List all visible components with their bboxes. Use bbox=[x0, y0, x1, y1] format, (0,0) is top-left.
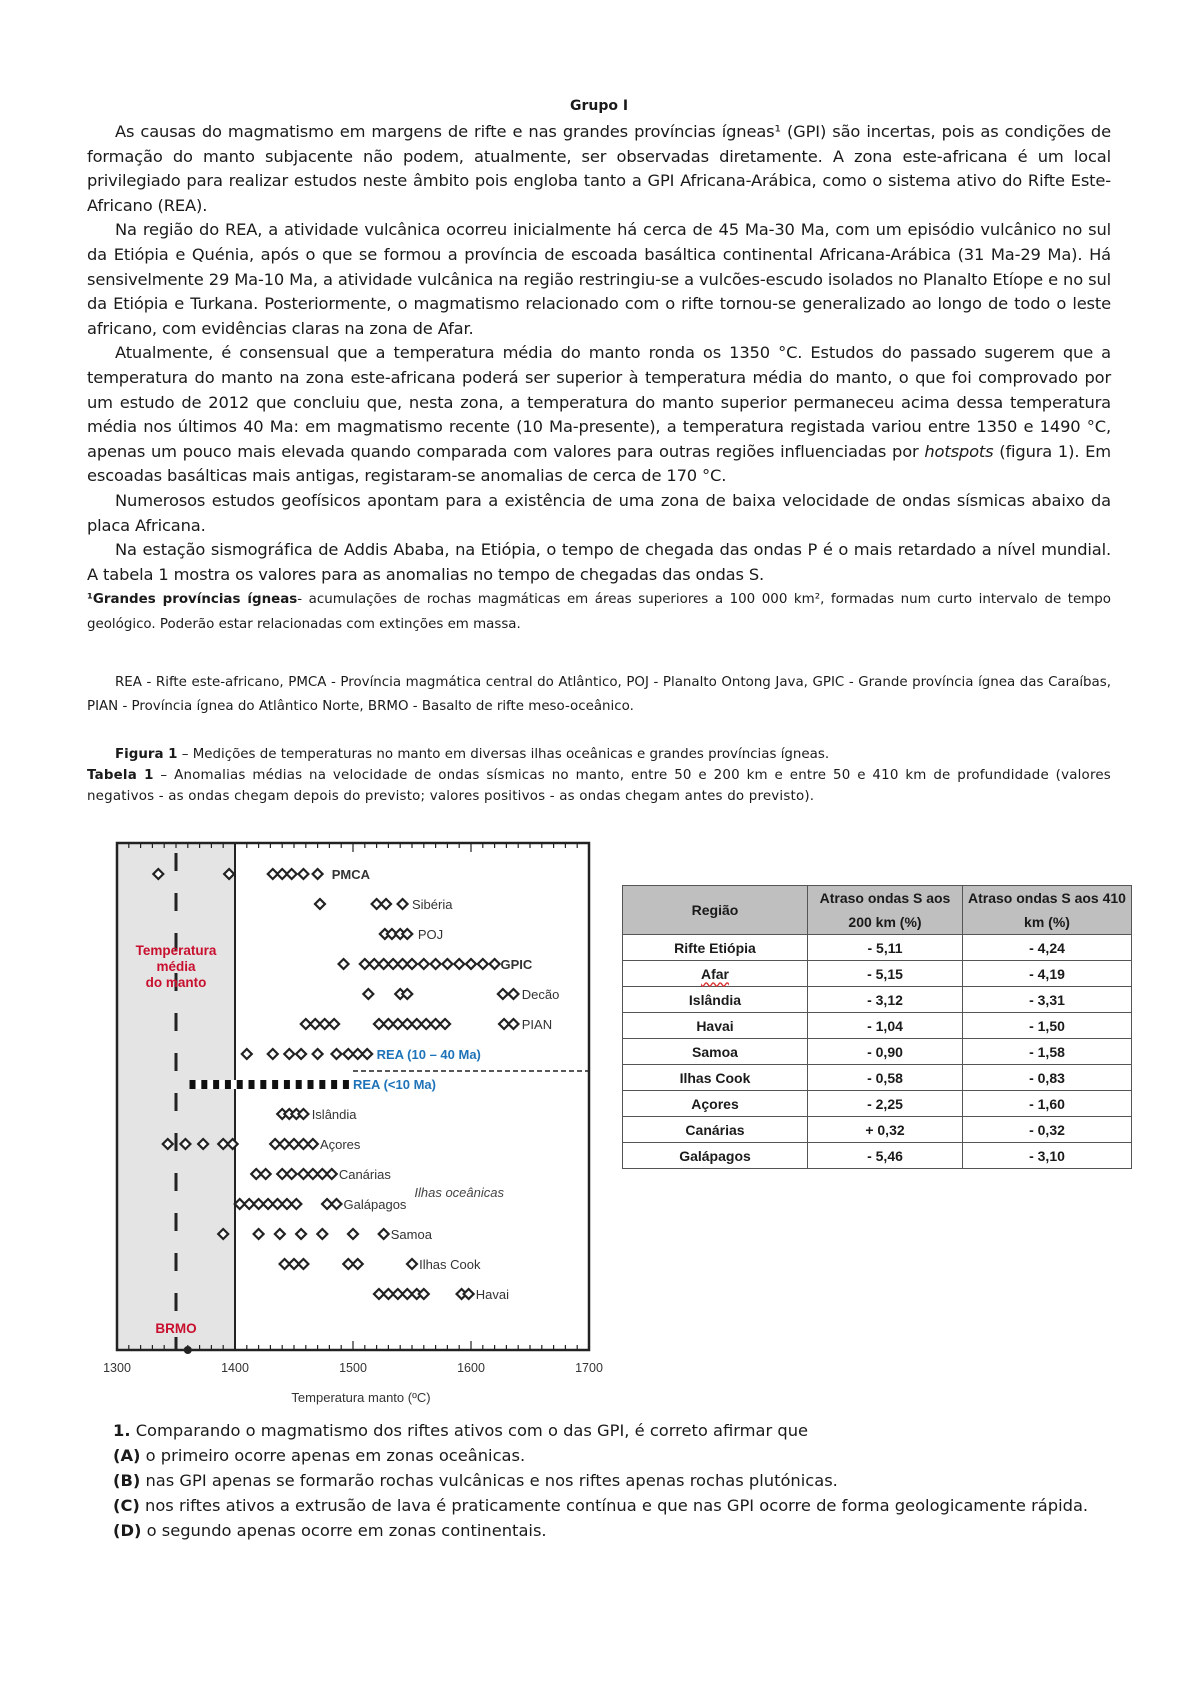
row-label: Sibéria bbox=[412, 897, 453, 912]
data-point bbox=[339, 959, 349, 969]
data-point bbox=[249, 1080, 255, 1089]
data-point bbox=[327, 1169, 337, 1179]
table-cell-410km: - 0,83 bbox=[963, 1065, 1132, 1091]
table-cell-410km: - 0,32 bbox=[963, 1117, 1132, 1143]
document-page bbox=[87, 98, 1111, 807]
table-cell-region bbox=[623, 961, 808, 987]
data-point bbox=[478, 959, 488, 969]
data-point bbox=[298, 869, 308, 879]
data-point bbox=[398, 899, 408, 909]
data-point bbox=[225, 1080, 231, 1089]
data-point bbox=[464, 1289, 474, 1299]
col-header-200km: Atraso ondas S aos 200 km (%) bbox=[808, 886, 963, 935]
data-point bbox=[454, 959, 464, 969]
figure-1-chart bbox=[87, 835, 627, 1405]
col-header-410km: Atraso ondas S aos 410 km (%) bbox=[963, 886, 1132, 935]
paragraph-3: Atualmente, é consensual que a temperatura média do manto ronda os 1350 °C. Estudos do passado sugerem que a temperatura do manto na zona este-africana poderá ser superior à temperatura média do manto, o que foi comprovado por um estudo de 2012 que concluiu que, nesta zona, a temperatura do manto superior permaneceu acima dessa temperatura média nos últimos 40 Ma: em magmatismo recente (10 Ma-presente), a temperatura registada variou entre 1350 e 1490 °C, apenas um pouco mais elevada quando comparada com valores para outras regiões influenciadas por hotspots (figura 1). Em escoadas basálticas mais antigas, registaram-se anomalias de cerca de 170 °C. bbox=[87, 343, 1111, 486]
table-cell-410km: - 3,10 bbox=[963, 1143, 1132, 1169]
data-point bbox=[363, 989, 373, 999]
paragraph-5: Na estação sismográfica de Addis Ababa, na Etiópia, o tempo de chegada das ondas P é o mais retardado a nível mundial. A tabela 1 mostra os valores para as anomalias no tempo de chegadas das ondas S. bbox=[87, 540, 1111, 584]
data-point bbox=[190, 1080, 196, 1089]
table-cell-410km: - 4,19 bbox=[963, 961, 1132, 987]
paragraph-4: Numerosos estudos geofísicos apontam para a existência de uma zona de baixa velocidade de ondas sísmicas abaixo da placa Africana. bbox=[87, 490, 1111, 535]
data-point bbox=[442, 959, 452, 969]
table-row bbox=[623, 961, 1132, 987]
data-point bbox=[284, 1049, 294, 1059]
afar-label: Afar bbox=[700, 965, 729, 982]
row-label: Islândia bbox=[311, 1107, 357, 1122]
table-row bbox=[623, 1065, 1132, 1091]
data-point bbox=[242, 1049, 252, 1059]
data-point bbox=[419, 959, 429, 969]
data-point bbox=[419, 1289, 429, 1299]
data-point bbox=[498, 989, 508, 999]
data-point bbox=[329, 1019, 339, 1029]
brmo-label: BRMO bbox=[155, 1321, 197, 1336]
col-header-region: Região bbox=[623, 886, 808, 935]
group-title: Grupo I bbox=[569, 98, 629, 114]
row-label: Samoa bbox=[390, 1227, 432, 1242]
data-point bbox=[213, 1080, 219, 1089]
data-point bbox=[261, 1169, 271, 1179]
table-body bbox=[623, 935, 1132, 1169]
question-stem: 1. Comparando o magmatismo dos riftes ativos com o das GPI, é correto afirmar que bbox=[113, 1421, 809, 1440]
data-point bbox=[291, 1199, 301, 1209]
option-a[interactable]: (A) o primeiro ocorre apenas em zonas oceânicas. bbox=[113, 1446, 526, 1465]
row-label: PMCA bbox=[331, 867, 371, 882]
data-point bbox=[237, 1080, 243, 1089]
table-cell-200km: - 0,90 bbox=[808, 1039, 963, 1065]
row-label: PIAN bbox=[521, 1017, 553, 1032]
table-1-caption: Tabela 1 – Anomalias médias na velocidade de ondas sísmicas no manto, entre 50 e 200 km e entre 50 e 410 km de profundidade (valores negativos - as ondas chegam depois do previsto; valores positivos - as ondas chegam antes do previsto). bbox=[87, 768, 1111, 805]
table-cell-410km: - 1,50 bbox=[963, 1013, 1132, 1039]
row-label: REA (<10 Ma) bbox=[353, 1077, 436, 1092]
data-point bbox=[268, 1049, 278, 1059]
data-point bbox=[490, 959, 500, 969]
data-point bbox=[287, 869, 297, 879]
question-1 bbox=[113, 1418, 1113, 1543]
data-point bbox=[331, 1080, 337, 1089]
data-point bbox=[331, 1049, 341, 1059]
data-point bbox=[201, 1080, 207, 1089]
table-cell-200km: - 5,46 bbox=[808, 1143, 963, 1169]
row-label: GPIC bbox=[500, 957, 533, 972]
data-point bbox=[298, 1109, 308, 1119]
data-point bbox=[379, 1229, 389, 1239]
table-cell-200km: - 3,12 bbox=[808, 987, 963, 1013]
table-cell-region: Islândia bbox=[623, 987, 808, 1013]
table-row bbox=[623, 987, 1132, 1013]
data-point bbox=[466, 959, 476, 969]
data-point bbox=[381, 899, 391, 909]
oceanic-islands-label: Ilhas oceânicas bbox=[414, 1185, 505, 1200]
data-point bbox=[319, 1080, 325, 1089]
data-point bbox=[296, 1229, 306, 1239]
table-cell-region: Havai bbox=[623, 1013, 808, 1039]
data-point bbox=[440, 1019, 450, 1029]
table-cell-200km: - 5,15 bbox=[808, 961, 963, 987]
data-point bbox=[315, 899, 325, 909]
row-label: Decão bbox=[521, 987, 560, 1002]
data-point bbox=[308, 1139, 318, 1149]
x-tick-label: 1400 bbox=[221, 1361, 249, 1375]
table-row bbox=[623, 1143, 1132, 1169]
brmo-mark bbox=[184, 1346, 192, 1354]
data-point bbox=[272, 1080, 278, 1089]
paragraph-2: Na região do REA, a atividade vulcânica ocorreu inicialmente há cerca de 45 Ma-30 Ma, com um episódio vulcânico no sul da Etiópia e Quénia, após o que se formou a província de escoada basáltica continental Africana-Arábica (31 Ma-29 Ma). Há sensivelmente 29 Ma-10 Ma, a atividade vulcânica na região restringiu-se a vulcões-escudo isolados no Planalto Etíope e no sul da Etiópia e Turkana. Posteriormente, o magmatismo relacionado com o rifte tornou-se generalizado ao longo de todo o leste africano, com evidências claras na zona de Afar. bbox=[87, 220, 1111, 338]
table-cell-200km: - 5,11 bbox=[808, 935, 963, 961]
data-point bbox=[313, 869, 323, 879]
table-cell-200km: - 2,25 bbox=[808, 1091, 963, 1117]
table-cell-region: Samoa bbox=[623, 1039, 808, 1065]
table-cell-200km: + 0,32 bbox=[808, 1117, 963, 1143]
data-point bbox=[317, 1229, 327, 1239]
table-row bbox=[623, 935, 1132, 961]
table-cell-region: Rifte Etiópia bbox=[623, 935, 808, 961]
row-label: Galápagos bbox=[343, 1197, 407, 1212]
table-cell-region: Canárias bbox=[623, 1117, 808, 1143]
table-cell-200km: - 1,04 bbox=[808, 1013, 963, 1039]
data-point bbox=[407, 1259, 417, 1269]
x-tick-label: 1700 bbox=[575, 1361, 603, 1375]
data-point bbox=[353, 1259, 363, 1269]
paragraph-1: As causas do magmatismo em margens de rifte e nas grandes províncias ígneas¹ (GPI) são incertas, pois as condições de formação do manto subjacente não podem, atualmente, ser observadas diretamente. A zona este-africana é um local privilegiado para realizar estudos neste âmbito pois engloba tanto a GPI Africana-Arábica, como o sistema ativo do Rifte Este-Africano (REA). bbox=[87, 122, 1111, 215]
table-row bbox=[623, 1013, 1132, 1039]
data-point bbox=[254, 1229, 264, 1239]
table-cell-410km: - 4,24 bbox=[963, 935, 1132, 961]
x-tick-label: 1600 bbox=[457, 1361, 485, 1375]
data-point bbox=[284, 1080, 290, 1089]
data-point bbox=[296, 1049, 306, 1059]
data-point bbox=[275, 1229, 285, 1239]
table-cell-region: Ilhas Cook bbox=[623, 1065, 808, 1091]
table-cell-410km: - 1,58 bbox=[963, 1039, 1132, 1065]
option-d[interactable]: (D) o segundo apenas ocorre em zonas continentais. bbox=[113, 1521, 547, 1540]
table-cell-region: Açores bbox=[623, 1091, 808, 1117]
data-point bbox=[402, 989, 412, 999]
data-point bbox=[348, 1229, 358, 1239]
option-b[interactable]: (B) nas GPI apenas se formarão rochas vulcânicas e nos riftes apenas rochas plutónicas. bbox=[113, 1471, 838, 1490]
data-point bbox=[402, 929, 412, 939]
x-tick-label: 1500 bbox=[339, 1361, 367, 1375]
table-cell-region: Galápagos bbox=[623, 1143, 808, 1169]
row-label: Havai bbox=[475, 1287, 509, 1302]
data-point bbox=[308, 1080, 314, 1089]
data-point bbox=[260, 1080, 266, 1089]
data-point bbox=[508, 1019, 518, 1029]
data-point bbox=[508, 989, 518, 999]
footnote: ¹Grandes províncias ígneas- acumulações de rochas magmáticas em áreas superiores a 100 000 km², formadas num curto intervalo de tempo geológico. Poderão estar relacionadas com extinções em massa. bbox=[87, 592, 1111, 633]
table-header-row bbox=[623, 886, 1132, 935]
row-label: Ilhas Cook bbox=[419, 1257, 481, 1272]
x-tick-label: 1300 bbox=[103, 1361, 131, 1375]
row-label: POJ bbox=[417, 927, 444, 942]
row-label: REA (10 – 40 Ma) bbox=[376, 1047, 481, 1062]
row-label: Canárias bbox=[338, 1167, 391, 1182]
data-point bbox=[287, 1169, 297, 1179]
table-cell-410km: - 1,60 bbox=[963, 1091, 1132, 1117]
mean-mantle-temperature-label: Temperatura média do manto bbox=[135, 943, 217, 990]
table-row bbox=[623, 1039, 1132, 1065]
data-point bbox=[431, 959, 441, 969]
hotspots-term: hotspots bbox=[924, 441, 994, 461]
mantle-temperature-chart bbox=[87, 835, 627, 1405]
option-c[interactable]: (C) nos riftes ativos a extrusão de lava é praticamente contínua e que nas GPI ocorre de forma geologicamente rápida. bbox=[113, 1496, 1089, 1515]
table-row bbox=[623, 1091, 1132, 1117]
table-cell-410km: - 3,31 bbox=[963, 987, 1132, 1013]
data-point bbox=[298, 1259, 308, 1269]
data-point bbox=[343, 1080, 349, 1089]
data-point bbox=[362, 1049, 372, 1059]
data-point bbox=[296, 1080, 302, 1089]
x-axis-label: Temperatura manto (ºC) bbox=[291, 1390, 431, 1405]
table-cell-200km: - 0,58 bbox=[808, 1065, 963, 1091]
data-point bbox=[407, 959, 417, 969]
row-label: Açores bbox=[319, 1137, 361, 1152]
table-1 bbox=[622, 885, 1132, 1169]
figure-1-caption: Figura 1 – Medições de temperaturas no manto em diversas ilhas oceânicas e grandes províncias ígneas. bbox=[115, 747, 830, 763]
table-row bbox=[623, 1117, 1132, 1143]
data-point bbox=[331, 1199, 341, 1209]
data-point bbox=[313, 1049, 323, 1059]
abbreviations-legend: REA - Rifte este-africano, PMCA - Província magmática central do Atlântico, POJ - Planalto Ontong Java, GPIC - Grande província ígnea das Caraíbas, PIAN - Província ígnea do Atlântico Norte, BRMO - Basalto de rifte meso-oceânico. bbox=[87, 675, 1111, 715]
